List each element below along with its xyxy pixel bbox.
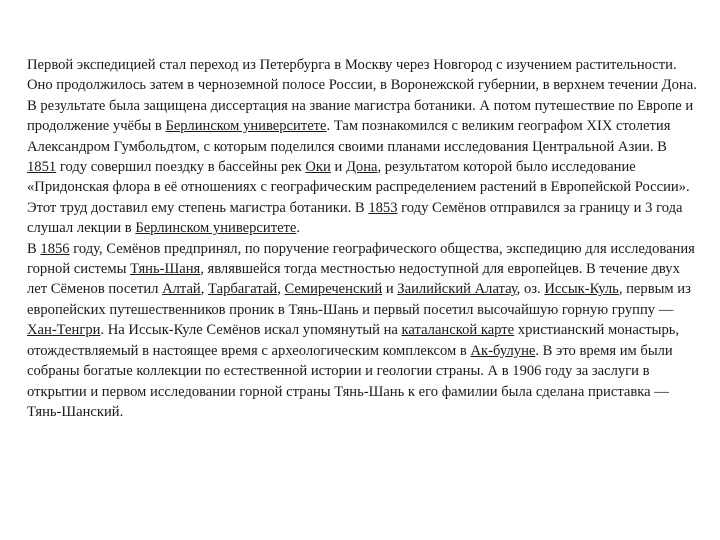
text-link[interactable]: 1851 xyxy=(27,159,57,176)
text-run: , первым из европейских путешественников проник в Тянь-Шань и первый посетил высочайшую горную группу — xyxy=(27,281,691,318)
text-link[interactable]: Берлинском университете xyxy=(135,220,297,237)
text-run: , оз. xyxy=(516,281,545,298)
text-link[interactable]: Заилийский Алатау xyxy=(397,281,517,298)
text-body xyxy=(27,55,697,422)
text-run: . На Иссык-Куле Семёнов искал упомянутый на xyxy=(100,322,402,339)
text-run: . Там познакомился с великим географом XIX столетия Александром Гумбольдтом, с которым поделился своими планами исследования Центральной Азии. В xyxy=(27,118,671,155)
text-link[interactable]: Иссык-Куль xyxy=(544,281,619,298)
text-run: . xyxy=(296,220,301,237)
text-link[interactable]: Тарбагатай xyxy=(208,281,278,298)
text-link[interactable]: Дона xyxy=(345,159,378,176)
text-run: году Семёнов отправился за границу и 3 года слушал лекции в xyxy=(27,199,683,237)
text-link[interactable]: 1856 xyxy=(40,240,70,257)
text-link[interactable]: Алтай xyxy=(162,281,201,298)
text-run: . В это время им были собраны богатые коллекции по естественной истории и геологии страны. А в 1906 году за заслуги в открытии и первом исследовании горной страны Тянь-Шань к его фамилии была сделана приставка — Тянь-Шанский. xyxy=(27,342,673,420)
text-run: христианский монастырь, отождествляемый в настоящее время с археологическим комплексом в xyxy=(27,322,680,359)
text-run: и xyxy=(382,281,398,298)
text-link[interactable]: Ак-булуне xyxy=(470,342,536,359)
text-run: , являвшейся тогда местностью недоступной для европейцев. В течение двух лет Сёменов посетил xyxy=(27,261,680,298)
paragraph xyxy=(27,239,697,423)
paragraph xyxy=(27,55,697,239)
text-run: Первой экспедицией стал переход из Петербурга в Москву через Новгород с изучением растительности. Оно продолжилось затем в черноземной полосе России, в Воронежской губернии, в верхнем течении Дона. В результате была защищена диссертация на звание магистра ботаники. А потом путешествие по Европе и продолжение учёбы в xyxy=(27,57,697,135)
text-run: и xyxy=(330,159,346,176)
text-run: , результатом которой было исследование «Придонская флора в её отношениях с географическим распределением растений в Европейской России». Этот труд доставил ему степень магистра ботаники. В xyxy=(27,159,690,216)
text-link[interactable]: 1853 xyxy=(368,199,398,216)
text-run: , xyxy=(277,281,285,298)
text-link[interactable]: Берлинском университете xyxy=(165,118,327,135)
text-run: В xyxy=(27,240,41,257)
text-run: году, Семёнов предпринял, по поручение географического общества, экспедицию для исследования горной системы xyxy=(27,240,695,278)
text-link[interactable]: Тянь-Шаня xyxy=(130,261,201,278)
text-run: году совершил поездку в бассейны рек xyxy=(56,159,306,176)
text-link[interactable]: Семиреченский xyxy=(284,281,383,298)
text-link[interactable]: Хан-Тенгри xyxy=(27,322,101,339)
text-link[interactable]: Оки xyxy=(305,159,331,176)
text-run: , xyxy=(200,281,209,298)
text-link[interactable]: каталанской карте xyxy=(401,322,515,339)
